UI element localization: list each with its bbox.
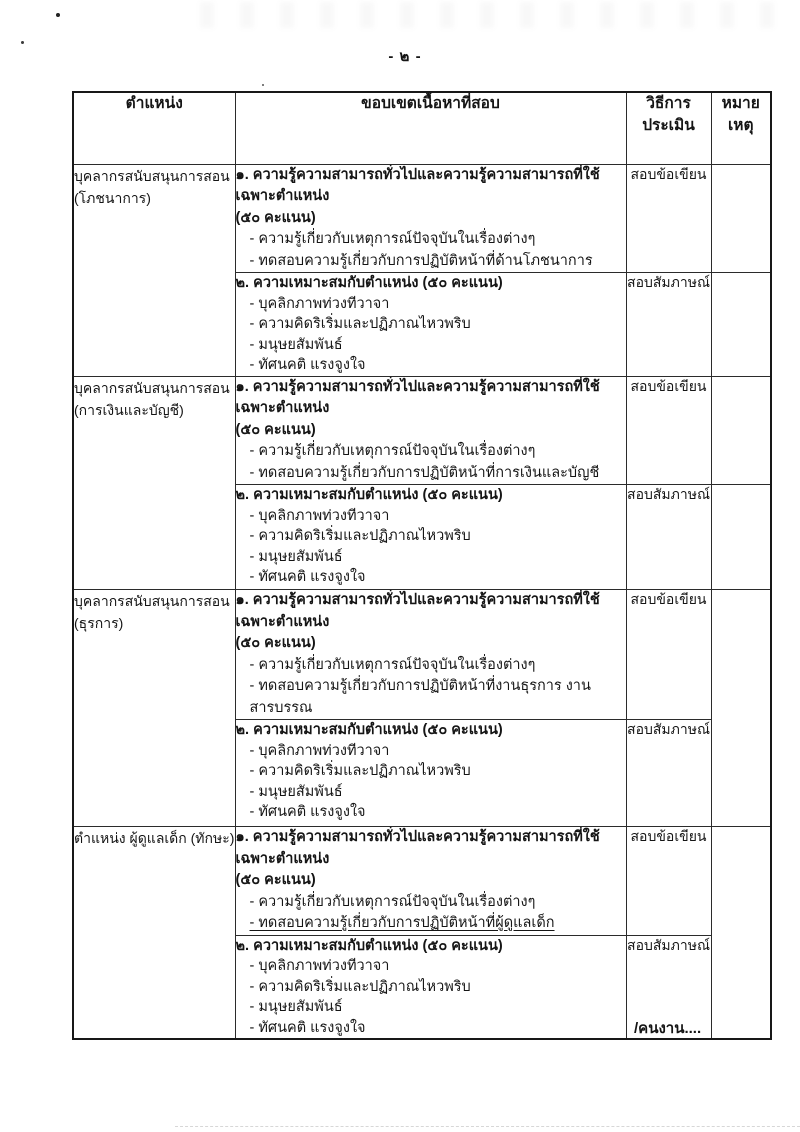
table-row xyxy=(73,590,771,720)
scan-noise-artifact xyxy=(200,2,790,28)
section-heading: ๒. ความเหมาะสมกับตำแหน่ง (๕๐ คะแนน) xyxy=(235,937,503,954)
header-scope: ขอบเขตเนื้อหาที่สอบ xyxy=(235,92,626,164)
scope-bullet: - บุคลิกภาพท่วงทีวาจา xyxy=(249,742,390,759)
scope-bullet: - มนุษยสัมพันธ์ xyxy=(249,548,343,565)
scope-bullet: - มนุษยสัมพันธ์ xyxy=(249,999,343,1015)
section-heading: ๑. ความรู้ความสามารถทั่วไปและความรู้ความสามารถที่ใช้เฉพาะตำแหน่ง xyxy=(235,166,600,204)
position-line2: (โภชนาการ) xyxy=(74,189,151,206)
scope-cell xyxy=(235,720,626,827)
scope-bullet: - ความคิดริเริ่มและปฏิภาณไหวพริบ xyxy=(249,528,471,544)
header-remark-line2: เหตุ xyxy=(727,117,754,134)
position-line1: บุคลากรสนับสนุนการสอน xyxy=(74,379,230,396)
table-row xyxy=(73,376,771,485)
remark-cell xyxy=(711,590,771,827)
header-remark xyxy=(711,92,771,164)
section-heading-score: (๕๐ คะแนน) xyxy=(235,635,316,651)
scope-bullet: - ความรู้เกี่ยวกับเหตุการณ์ปัจจุบันในเรื่องต่างๆ xyxy=(249,231,536,247)
scope-bullet: - ความรู้เกี่ยวกับเหตุการณ์ปัจจุบันในเรื่องต่างๆ xyxy=(249,443,536,459)
scope-bullet: - ความคิดริเริ่มและปฏิภาณไหวพริบ xyxy=(249,978,471,995)
method-cell: สอบข้อเขียน xyxy=(626,164,711,273)
scope-bullet: - ทัศนคติ แรงจูงใจ xyxy=(249,804,366,820)
position-cell xyxy=(73,827,235,1040)
header-remark-line1: หมาย xyxy=(721,95,760,112)
continuation-note: /คนงาน.... xyxy=(634,1020,702,1037)
header-method-line2: ประเมิน xyxy=(642,117,695,134)
header-method xyxy=(626,92,711,164)
page-number: - ๒ - xyxy=(388,48,422,65)
scan-speck xyxy=(56,13,60,17)
method-cell: สอบสัมภาษณ์ xyxy=(626,720,711,827)
remark-cell xyxy=(711,827,771,1040)
table-row xyxy=(73,827,771,936)
method-cell: สอบสัมภาษณ์ xyxy=(626,935,711,1039)
scope-bullet: - ทัศนคติ แรงจูงใจ xyxy=(249,357,366,373)
remark-cell xyxy=(711,164,771,273)
position-cell xyxy=(73,376,235,590)
section-heading: ๑. ความรู้ความสามารถทั่วไปและความรู้ความสามารถที่ใช้เฉพาะตำแหน่ง xyxy=(235,592,600,630)
section-heading: ๒. ความเหมาะสมกับตำแหน่ง (๕๐ คะแนน) xyxy=(235,487,503,503)
exam-scope-table xyxy=(72,91,772,1040)
table-row xyxy=(73,164,771,273)
table-header-row xyxy=(73,92,771,164)
scope-bullet: - ความคิดริเริ่มและปฏิภาณไหวพริบ xyxy=(249,763,471,779)
scan-edge-artifact xyxy=(175,1126,800,1127)
method-cell: สอบข้อเขียน xyxy=(626,590,711,720)
position-line2: (ธุรการ) xyxy=(74,615,124,631)
scope-bullet: - บุคลิกภาพท่วงทีวาจา xyxy=(249,958,390,974)
section-heading: ๒. ความเหมาะสมกับตำแหน่ง (๕๐ คะแนน) xyxy=(235,275,503,291)
scope-cell xyxy=(235,273,626,377)
scope-cell xyxy=(235,590,626,720)
remark-cell xyxy=(711,376,771,485)
scope-cell xyxy=(235,376,626,485)
scope-bullet-underlined: - ทดสอบความรู้เกี่ยวกับการปฏิบัติหน้าที่ผู้ดูแลเด็ก xyxy=(249,915,555,931)
section-heading-score: (๕๐ คะแนน) xyxy=(235,421,316,438)
section-heading: ๑. ความรู้ความสามารถทั่วไปและความรู้ความสามารถที่ใช้เฉพาะตำแหน่ง xyxy=(235,829,600,867)
method-cell: สอบข้อเขียน xyxy=(626,827,711,936)
scope-bullet: - ทัศนคติ แรงจูงใจ xyxy=(249,1019,366,1036)
scope-bullet: - ทัศนคติ แรงจูงใจ xyxy=(249,569,366,585)
header-position: ตำแหน่ง xyxy=(73,92,235,164)
remark-cell xyxy=(711,273,771,377)
scope-bullet: - มนุษยสัมพันธ์ xyxy=(249,783,343,800)
scope-cell xyxy=(235,827,626,936)
scope-bullet: - ทดสอบความรู้เกี่ยวกับการปฏิบัติหน้าที่การเงินและบัญชี xyxy=(249,464,600,481)
position-line2: (การเงินและบัญชี) xyxy=(74,401,184,418)
position-line1: บุคลากรสนับสนุนการสอน xyxy=(74,593,230,609)
position-line1: บุคลากรสนับสนุนการสอน xyxy=(74,167,230,184)
scope-bullet: - บุคลิกภาพท่วงทีวาจา xyxy=(249,295,390,312)
method-cell: สอบสัมภาษณ์ xyxy=(626,273,711,377)
scope-bullet: - ทดสอบความรู้เกี่ยวกับการปฏิบัติหน้าที่งานธุรการ งานสารบรรณ xyxy=(249,678,591,716)
scope-cell xyxy=(235,935,626,1039)
scope-cell xyxy=(235,164,626,273)
scan-speck xyxy=(262,84,264,86)
section-heading: ๒. ความเหมาะสมกับตำแหน่ง (๕๐ คะแนน) xyxy=(235,722,503,738)
position-cell xyxy=(73,164,235,376)
header-method-line1: วิธีการ xyxy=(646,95,691,112)
remark-cell xyxy=(711,485,771,590)
scope-bullet: - มนุษยสัมพันธ์ xyxy=(249,336,343,353)
section-heading-score: (๕๐ คะแนน) xyxy=(235,872,316,888)
position-cell xyxy=(73,590,235,827)
section-heading-score: (๕๐ คะแนน) xyxy=(235,209,316,226)
scope-cell xyxy=(235,485,626,590)
method-cell: สอบสัมภาษณ์ xyxy=(626,485,711,590)
method-cell: สอบข้อเขียน xyxy=(626,376,711,485)
position-line1: ตำแหน่ง ผู้ดูแลเด็ก (ทักษะ) xyxy=(74,830,235,846)
scope-bullet: - ความรู้เกี่ยวกับเหตุการณ์ปัจจุบันในเรื่องต่างๆ xyxy=(249,893,536,910)
scope-bullet: - ทดสอบความรู้เกี่ยวกับการปฏิบัติหน้าที่ด้านโภชนาการ xyxy=(249,252,593,269)
scope-bullet: - ความคิดริเริ่มและปฏิภาณไหวพริบ xyxy=(249,316,471,332)
scope-bullet: - ความรู้เกี่ยวกับเหตุการณ์ปัจจุบันในเรื่องต่างๆ xyxy=(249,656,536,673)
section-heading: ๑. ความรู้ความสามารถทั่วไปและความรู้ความสามารถที่ใช้เฉพาะตำแหน่ง xyxy=(235,378,600,416)
scope-bullet: - บุคลิกภาพท่วงทีวาจา xyxy=(249,507,390,524)
